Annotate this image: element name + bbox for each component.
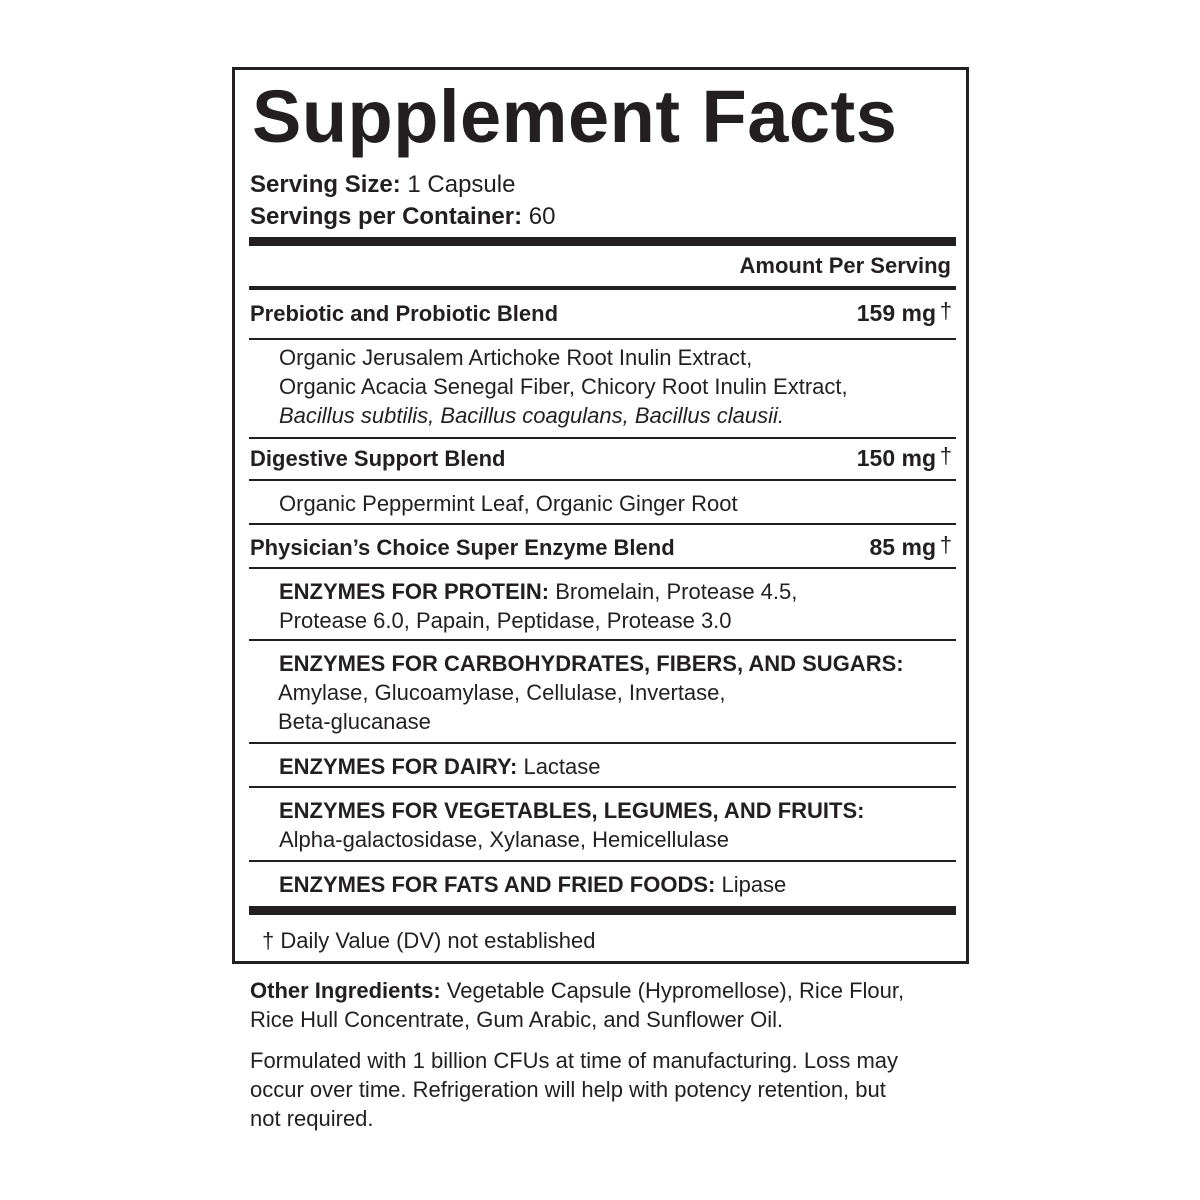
enzyme-list: Alpha-galactosidase, Xylanase, Hemicellulase (279, 827, 730, 852)
blend-amount: 85 mg (869, 534, 936, 560)
enzyme-list: Bromelain, Protease 4.5, (549, 579, 798, 604)
blend-name: Digestive Support Blend (250, 446, 506, 471)
enzyme-group-protein (279, 577, 797, 635)
blend-ingredients (279, 343, 848, 430)
divider-thin (249, 639, 956, 641)
divider-thin (249, 742, 956, 744)
formulation-note-line: not required. (250, 1106, 374, 1131)
serving-size (250, 173, 515, 197)
supplement-facts-panel (232, 67, 969, 964)
amount-per-serving-header: Amount Per Serving (739, 253, 951, 278)
divider-thin (249, 437, 956, 439)
enzyme-list: Protease 6.0, Papain, Peptidase, Protease 3.0 (279, 608, 732, 633)
enzyme-group-label: ENZYMES FOR CARBOHYDRATES, FIBERS, AND SUGARS: (279, 651, 904, 676)
formulation-note-line: occur over time. Refrigeration will help with potency retention, but (250, 1077, 886, 1102)
enzyme-group-label: ENZYMES FOR PROTEIN: (279, 579, 550, 604)
enzyme-group-fats (279, 870, 786, 899)
divider-thin (249, 479, 956, 481)
enzyme-group-vegetables (279, 796, 864, 854)
enzyme-list: Beta-glucanase (278, 709, 431, 734)
dagger-mark: † (939, 298, 952, 323)
other-ingredients (250, 976, 904, 1034)
divider-thick (249, 237, 956, 246)
enzyme-group-label: ENZYMES FOR DAIRY: (279, 754, 518, 779)
servings-per-container-label: Servings per Container: (250, 203, 523, 230)
dagger-mark: † (939, 443, 952, 468)
enzyme-list: Lactase (517, 754, 601, 779)
serving-size-label: Serving Size: (250, 171, 401, 198)
servings-per-container-value: 60 (528, 203, 556, 230)
blend-amount: 159 mg (856, 300, 936, 326)
panel-title: Supplement Facts (252, 75, 898, 158)
enzyme-group-carbohydrates (279, 649, 904, 736)
daily-value-footnote: † Daily Value (DV) not established (262, 928, 596, 953)
divider-thick (249, 906, 956, 915)
blend-amount: 150 mg (856, 445, 936, 471)
servings-per-container (250, 205, 555, 229)
other-ingredients-text: Vegetable Capsule (Hypromellose), Rice Flour, (440, 978, 905, 1003)
ingredient-line: Organic Jerusalem Artichoke Root Inulin Extract, (279, 345, 753, 370)
serving-size-value: 1 Capsule (407, 171, 516, 198)
enzyme-list: Amylase, Glucoamylase, Cellulase, Invertase, (278, 680, 726, 705)
divider-thin (249, 860, 956, 862)
divider-medium (249, 286, 956, 290)
ingredient-line-italic: Bacillus subtilis, Bacillus coagulans, Bacillus clausii. (279, 403, 785, 428)
other-ingredients-text: Rice Hull Concentrate, Gum Arabic, and Sunflower Oil. (250, 1007, 784, 1032)
ingredient-line: Organic Acacia Senegal Fiber, Chicory Root Inulin Extract, (279, 374, 848, 399)
divider-thin (249, 567, 956, 569)
divider-thin (249, 523, 956, 525)
enzyme-group-dairy (279, 752, 601, 781)
ingredient-line: Organic Peppermint Leaf, Organic Ginger Root (279, 491, 738, 516)
divider-thin (249, 786, 956, 788)
dagger-mark: † (939, 532, 952, 557)
blend-name: Prebiotic and Probiotic Blend (250, 301, 559, 326)
formulation-note-line: Formulated with 1 billion CFUs at time of manufacturing. Loss may (250, 1048, 899, 1073)
formulation-note (250, 1046, 898, 1133)
enzyme-group-label: ENZYMES FOR FATS AND FRIED FOODS: (279, 872, 716, 897)
blend-name: Physician’s Choice Super Enzyme Blend (250, 535, 675, 560)
divider-thin (249, 338, 956, 340)
other-ingredients-label: Other Ingredients: (250, 978, 441, 1003)
enzyme-list: Lipase (715, 872, 787, 897)
enzyme-group-label: ENZYMES FOR VEGETABLES, LEGUMES, AND FRUITS: (279, 798, 865, 823)
blend-ingredients (279, 489, 738, 518)
